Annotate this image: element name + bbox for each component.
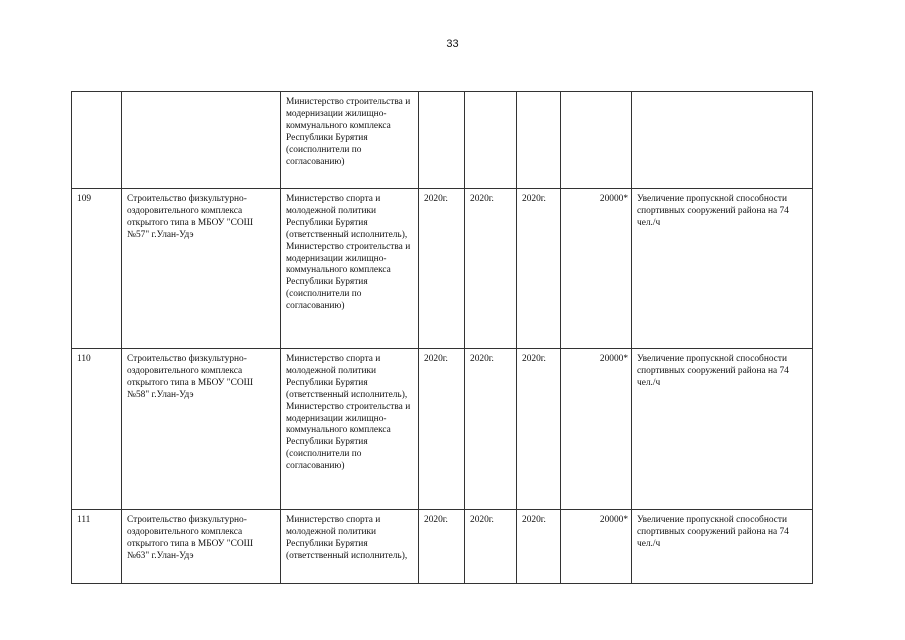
amount-cell xyxy=(561,92,632,189)
result-cell: Увеличение пропускной способности спортивных сооружений района на 74 чел./ч xyxy=(632,349,813,510)
name-cell: Строительство физкультурно-оздоровительного комплекса открытого типа в МБОУ "СОШ №57" г.Улан-Удэ xyxy=(122,189,281,349)
year2-cell xyxy=(465,92,517,189)
num-cell: 110 xyxy=(72,349,122,510)
executor-cell: Министерство спорта и молодежной политики Республики Бурятия (ответственный исполнитель), xyxy=(281,510,419,584)
year3-cell xyxy=(517,92,561,189)
result-cell: Увеличение пропускной способности спортивных сооружений района на 74 чел./ч xyxy=(632,189,813,349)
year1-cell xyxy=(419,92,465,189)
year2-cell: 2020г. xyxy=(465,349,517,510)
table-row xyxy=(72,510,813,584)
year1-cell: 2020г. xyxy=(419,349,465,510)
amount-cell: 20000* xyxy=(561,510,632,584)
amount-cell: 20000* xyxy=(561,189,632,349)
year1-cell: 2020г. xyxy=(419,189,465,349)
name-cell: Строительство физкультурно-оздоровительного комплекса открытого типа в МБОУ "СОШ №63" г.Улан-Удэ xyxy=(122,510,281,584)
table-row-continuation xyxy=(72,92,813,189)
year3-cell: 2020г. xyxy=(517,349,561,510)
year2-cell: 2020г. xyxy=(465,510,517,584)
result-cell: Увеличение пропускной способности спортивных сооружений района на 74 чел./ч xyxy=(632,510,813,584)
amount-cell: 20000* xyxy=(561,349,632,510)
year3-cell: 2020г. xyxy=(517,510,561,584)
name-cell: Строительство физкультурно-оздоровительного комплекса открытого типа в МБОУ "СОШ №58" г.Улан-Удэ xyxy=(122,349,281,510)
program-table xyxy=(71,91,813,584)
table-row xyxy=(72,349,813,510)
year3-cell: 2020г. xyxy=(517,189,561,349)
page-number: 33 xyxy=(446,38,459,50)
num-cell: 111 xyxy=(72,510,122,584)
executor-cell: Министерство строительства и модернизации жилищно-коммунального комплекса Республики Бурятия (соисполнители по согласованию) xyxy=(281,92,419,189)
table-row xyxy=(72,189,813,349)
num-cell xyxy=(72,92,122,189)
result-cell xyxy=(632,92,813,189)
executor-cell: Министерство спорта и молодежной политики Республики Бурятия (ответственный исполнитель), Министерство строительства и модернизации жилищно-коммунального комплекса Республики Бурятия (соисполнители по согласованию) xyxy=(281,189,419,349)
num-cell: 109 xyxy=(72,189,122,349)
name-cell xyxy=(122,92,281,189)
year1-cell: 2020г. xyxy=(419,510,465,584)
year2-cell: 2020г. xyxy=(465,189,517,349)
executor-cell: Министерство спорта и молодежной политики Республики Бурятия (ответственный исполнитель), Министерство строительства и модернизации жилищно-коммунального комплекса Республики Бурятия (соисполнители по согласованию) xyxy=(281,349,419,510)
